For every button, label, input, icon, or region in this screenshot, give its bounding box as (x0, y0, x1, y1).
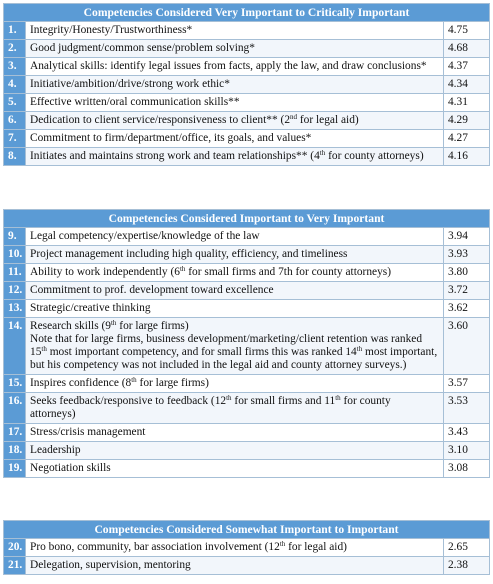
ordinal-suffix: th (41, 345, 47, 353)
mean-score: 4.37 (443, 58, 489, 76)
competency-row (4, 148, 490, 166)
text-segment: Negotiation skills (30, 462, 111, 474)
rank-number: 12. (4, 282, 26, 300)
text-segment: for large firms) (116, 320, 189, 332)
competency-text (26, 300, 444, 318)
mean-score: 4.75 (443, 22, 489, 40)
rank-number: 13. (4, 300, 26, 318)
mean-score: 3.94 (444, 228, 490, 246)
mean-score: 3.80 (444, 264, 490, 282)
competency-text (26, 22, 444, 40)
mean-score: 2.65 (443, 539, 489, 557)
competency-text (26, 148, 444, 166)
section-body (4, 4, 490, 166)
section-table-very-important (3, 3, 490, 166)
mean-score: 3.08 (444, 460, 490, 478)
rank-number: 11. (4, 264, 26, 282)
mean-score: 4.29 (443, 112, 489, 130)
competency-row (4, 58, 490, 76)
mean-score: 3.43 (444, 424, 490, 442)
competency-text (26, 40, 444, 58)
ordinal-suffix: th (279, 540, 286, 548)
rank-number: 8. (4, 148, 26, 166)
competency-row (4, 22, 490, 40)
competency-row (4, 375, 490, 393)
competency-row (4, 246, 490, 264)
section-body (4, 210, 490, 478)
text-segment: for legal aid) (285, 541, 347, 553)
competency-text (26, 557, 444, 575)
rank-number: 1. (4, 22, 26, 40)
competency-text (26, 375, 444, 393)
text-segment: most important competency, and for small firms this was ranked 14 (46, 346, 357, 358)
mean-score: 4.31 (443, 94, 489, 112)
text-segment: Analytical skills: identify legal issues from facts, apply the law, and draw conclusions* (30, 60, 427, 72)
competency-row (4, 557, 490, 575)
competency-text (26, 130, 444, 148)
rank-number: 16. (4, 393, 26, 424)
competency-text (26, 318, 444, 375)
mean-score: 2.38 (443, 557, 489, 575)
text-segment: Note that for large firms, business development/marketing/client retention was ranked 15 (30, 333, 423, 358)
competency-row (4, 130, 490, 148)
rank-number: 15. (4, 375, 26, 393)
ordinal-suffix: th (335, 394, 341, 402)
rank-number: 7. (4, 130, 26, 148)
competency-row (4, 228, 490, 246)
text-segment: Research skills (9 (30, 320, 111, 332)
competency-row (4, 318, 490, 375)
competency-text (26, 460, 444, 478)
text-segment: Stress/crisis management (30, 426, 146, 438)
competency-row (4, 112, 490, 130)
rank-number: 4. (4, 76, 26, 94)
section-header-row (4, 210, 490, 228)
ordinal-suffix: th (179, 265, 186, 273)
text-segment: Inspires confidence (8 (30, 377, 132, 389)
competency-text (26, 246, 444, 264)
mean-score: 3.60 (444, 318, 490, 375)
text-segment: Pro bono, community, bar association involvement (12 (30, 541, 280, 553)
section-header: Competencies Considered Very Important to Critically Important (4, 4, 490, 22)
rank-number: 19. (4, 460, 26, 478)
mean-score: 3.62 (444, 300, 490, 318)
section-header-row (4, 521, 490, 539)
ordinal-suffix: th (226, 394, 232, 402)
rank-number: 20. (4, 539, 26, 557)
competency-text (26, 94, 444, 112)
competency-text (26, 228, 444, 246)
competency-text (26, 112, 444, 130)
text-segment: for county attorneys) (30, 395, 391, 420)
competency-text (26, 76, 444, 94)
mean-score: 3.72 (444, 282, 490, 300)
competency-text (26, 58, 444, 76)
text-segment: Good judgment/common sense/problem solving* (30, 42, 255, 54)
mean-score: 4.16 (443, 148, 489, 166)
text-segment: Commitment to prof. development toward excellence (30, 284, 274, 296)
competency-text (26, 282, 444, 300)
ordinal-suffix: th (319, 149, 326, 157)
text-segment: Seeks feedback/responsive to feedback (12 (30, 395, 227, 407)
text-segment: Ability to work independently (6 (30, 266, 180, 278)
rank-number: 2. (4, 40, 26, 58)
mean-score: 3.53 (444, 393, 490, 424)
competency-row (4, 94, 490, 112)
section-table-important (3, 209, 490, 478)
text-segment: Delegation, supervision, mentoring (30, 559, 191, 571)
mean-score: 3.10 (444, 442, 490, 460)
text-segment: Dedication to client service/responsiveness to client** (2 (30, 114, 291, 126)
text-segment: Integrity/Honesty/Trustworthiness* (30, 24, 193, 36)
text-segment: Initiates and maintains strong work and team relationships** (4 (30, 150, 320, 162)
text-segment: most important, but his competency was not included in the legal aid and county attorney surveys.) (30, 346, 438, 371)
text-segment: for legal aid) (297, 114, 359, 126)
section-body (4, 521, 490, 575)
mean-score: 3.57 (444, 375, 490, 393)
rank-number: 9. (4, 228, 26, 246)
text-segment: Initiative/ambition/drive/strong work ethic* (30, 78, 230, 90)
rank-number: 6. (4, 112, 26, 130)
competency-text (26, 442, 444, 460)
ordinal-suffix: th (131, 376, 137, 384)
rank-number: 14. (4, 318, 26, 375)
competency-row (4, 300, 490, 318)
competency-text (26, 539, 444, 557)
section-header-row (4, 4, 490, 22)
mean-score: 4.34 (443, 76, 489, 94)
competency-row (4, 424, 490, 442)
competency-row (4, 393, 490, 424)
section-table-somewhat-important (3, 520, 490, 575)
text-segment: Leadership (30, 444, 81, 456)
text-segment: Legal competency/expertise/knowledge of the law (30, 230, 260, 242)
section-header: Competencies Considered Somewhat Important to Important (4, 521, 490, 539)
competency-row (4, 460, 490, 478)
competency-text (26, 264, 444, 282)
text-segment: Effective written/oral communication skills** (30, 96, 240, 108)
rank-number: 3. (4, 58, 26, 76)
text-segment: Project management including high quality, efficiency, and timeliness (30, 248, 348, 260)
rank-number: 17. (4, 424, 26, 442)
text-segment: for large firms) (136, 377, 209, 389)
competency-row (4, 442, 490, 460)
mean-score: 3.93 (444, 246, 490, 264)
rank-number: 21. (4, 557, 26, 575)
competency-text (26, 393, 444, 424)
rank-number: 10. (4, 246, 26, 264)
ordinal-suffix: th (356, 345, 363, 353)
mean-score: 4.27 (443, 130, 489, 148)
competency-row (4, 539, 490, 557)
competency-row (4, 40, 490, 58)
text-segment: Commitment to firm/department/office, its goals, and values* (30, 132, 312, 144)
competency-row (4, 264, 490, 282)
rank-number: 5. (4, 94, 26, 112)
text-segment: for small firms and 11 (231, 395, 336, 407)
text-segment: for county attorneys) (325, 150, 424, 162)
text-segment: Strategic/creative thinking (30, 302, 151, 314)
ordinal-suffix: th (110, 319, 117, 327)
competency-row (4, 76, 490, 94)
mean-score: 4.68 (443, 40, 489, 58)
competency-text (26, 424, 444, 442)
rank-number: 18. (4, 442, 26, 460)
section-header: Competencies Considered Important to Very Important (4, 210, 490, 228)
competency-row (4, 282, 490, 300)
ordinal-suffix: nd (290, 113, 298, 121)
text-segment: for small firms and 7th for county attorneys) (185, 266, 392, 278)
